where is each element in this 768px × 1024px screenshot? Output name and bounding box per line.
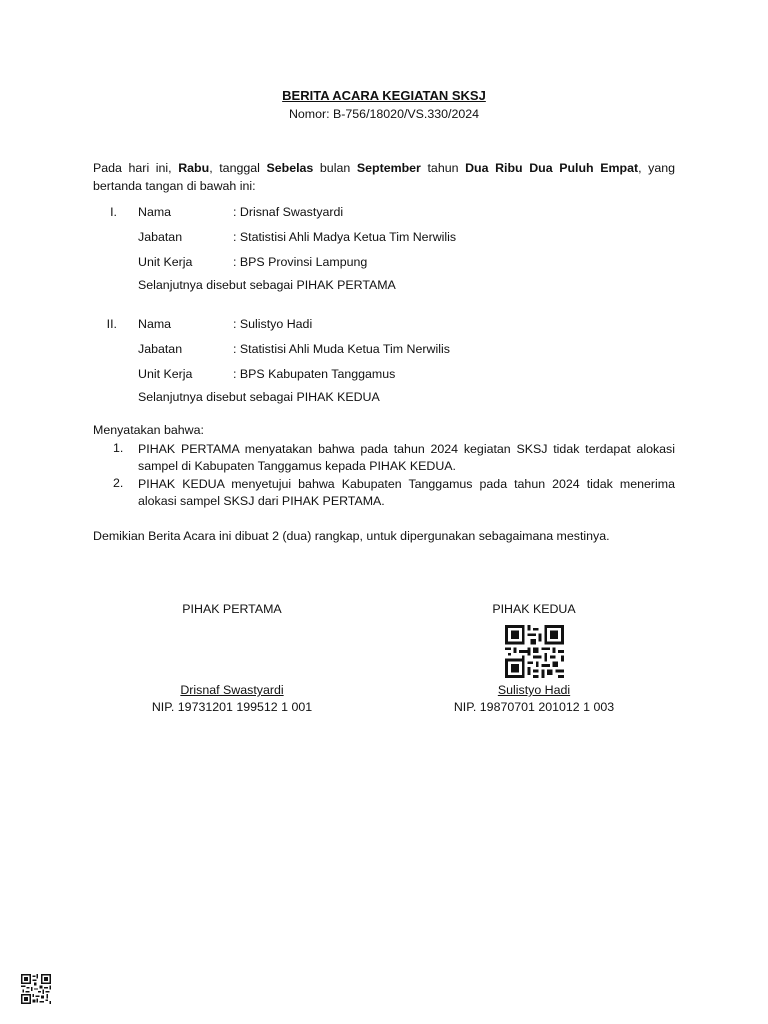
statement-text: PIHAK PERTAMA menyatakan bahwa pada tahun 2024 kegiatan SKSJ tidak terdapat alokasi sampel di Kabupaten Tanggamus kepada PIHAK KEDUA. xyxy=(138,442,675,473)
date-words: Sebelas xyxy=(266,161,314,175)
party-numeral: I. xyxy=(110,205,117,219)
statement-number: 1. xyxy=(113,441,124,455)
closing-paragraph: Demikian Berita Acara ini dibuat 2 (dua) rangkap, untuk dipergunakan sebagaimana mestinya. xyxy=(93,529,610,543)
document-title: BERITA ACARA KEGIATAN SKSJ xyxy=(282,88,486,103)
month-name: September xyxy=(356,161,421,175)
party-numeral: II. xyxy=(106,317,117,331)
signature-first-name: Drisnaf Swastyardi xyxy=(180,683,284,697)
statement-text: PIHAK KEDUA menyetujui bahwa Kabupaten Tanggamus pada tahun 2024 tidak menerima alokasi sampel SKSJ dari PIHAK PERTAMA. xyxy=(138,477,675,508)
signature-second-role: PIHAK KEDUA xyxy=(492,602,576,616)
document-number: Nomor: B-756/18020/VS.330/2024 xyxy=(288,107,480,121)
signature-second-nip: NIP. 19870701 201012 1 003 xyxy=(453,700,615,714)
party-note: Selanjutnya disebut sebagai PIHAK PERTAMA xyxy=(138,278,396,292)
qr-code-icon xyxy=(21,974,51,1004)
party-note: Selanjutnya disebut sebagai PIHAK KEDUA xyxy=(138,390,380,404)
opening-paragraph: Pada hari ini, Rabu, tanggal Sebelas bulan September tahun Dua Ribu Dua Puluh Empat, yang bertanda tangan di bawah ini: xyxy=(93,161,675,193)
signature-first-role: PIHAK PERTAMA xyxy=(182,602,282,616)
statement-number: 2. xyxy=(113,476,124,490)
qr-code-icon xyxy=(505,625,564,678)
year-words: Dua Ribu Dua Puluh Empat xyxy=(465,161,639,175)
signature-second-name: Sulistyo Hadi xyxy=(497,683,571,697)
signature-first-nip: NIP. 19731201 199512 1 001 xyxy=(151,700,313,714)
statements-heading: Menyatakan bahwa: xyxy=(93,423,204,437)
day-name: Rabu xyxy=(178,161,210,175)
